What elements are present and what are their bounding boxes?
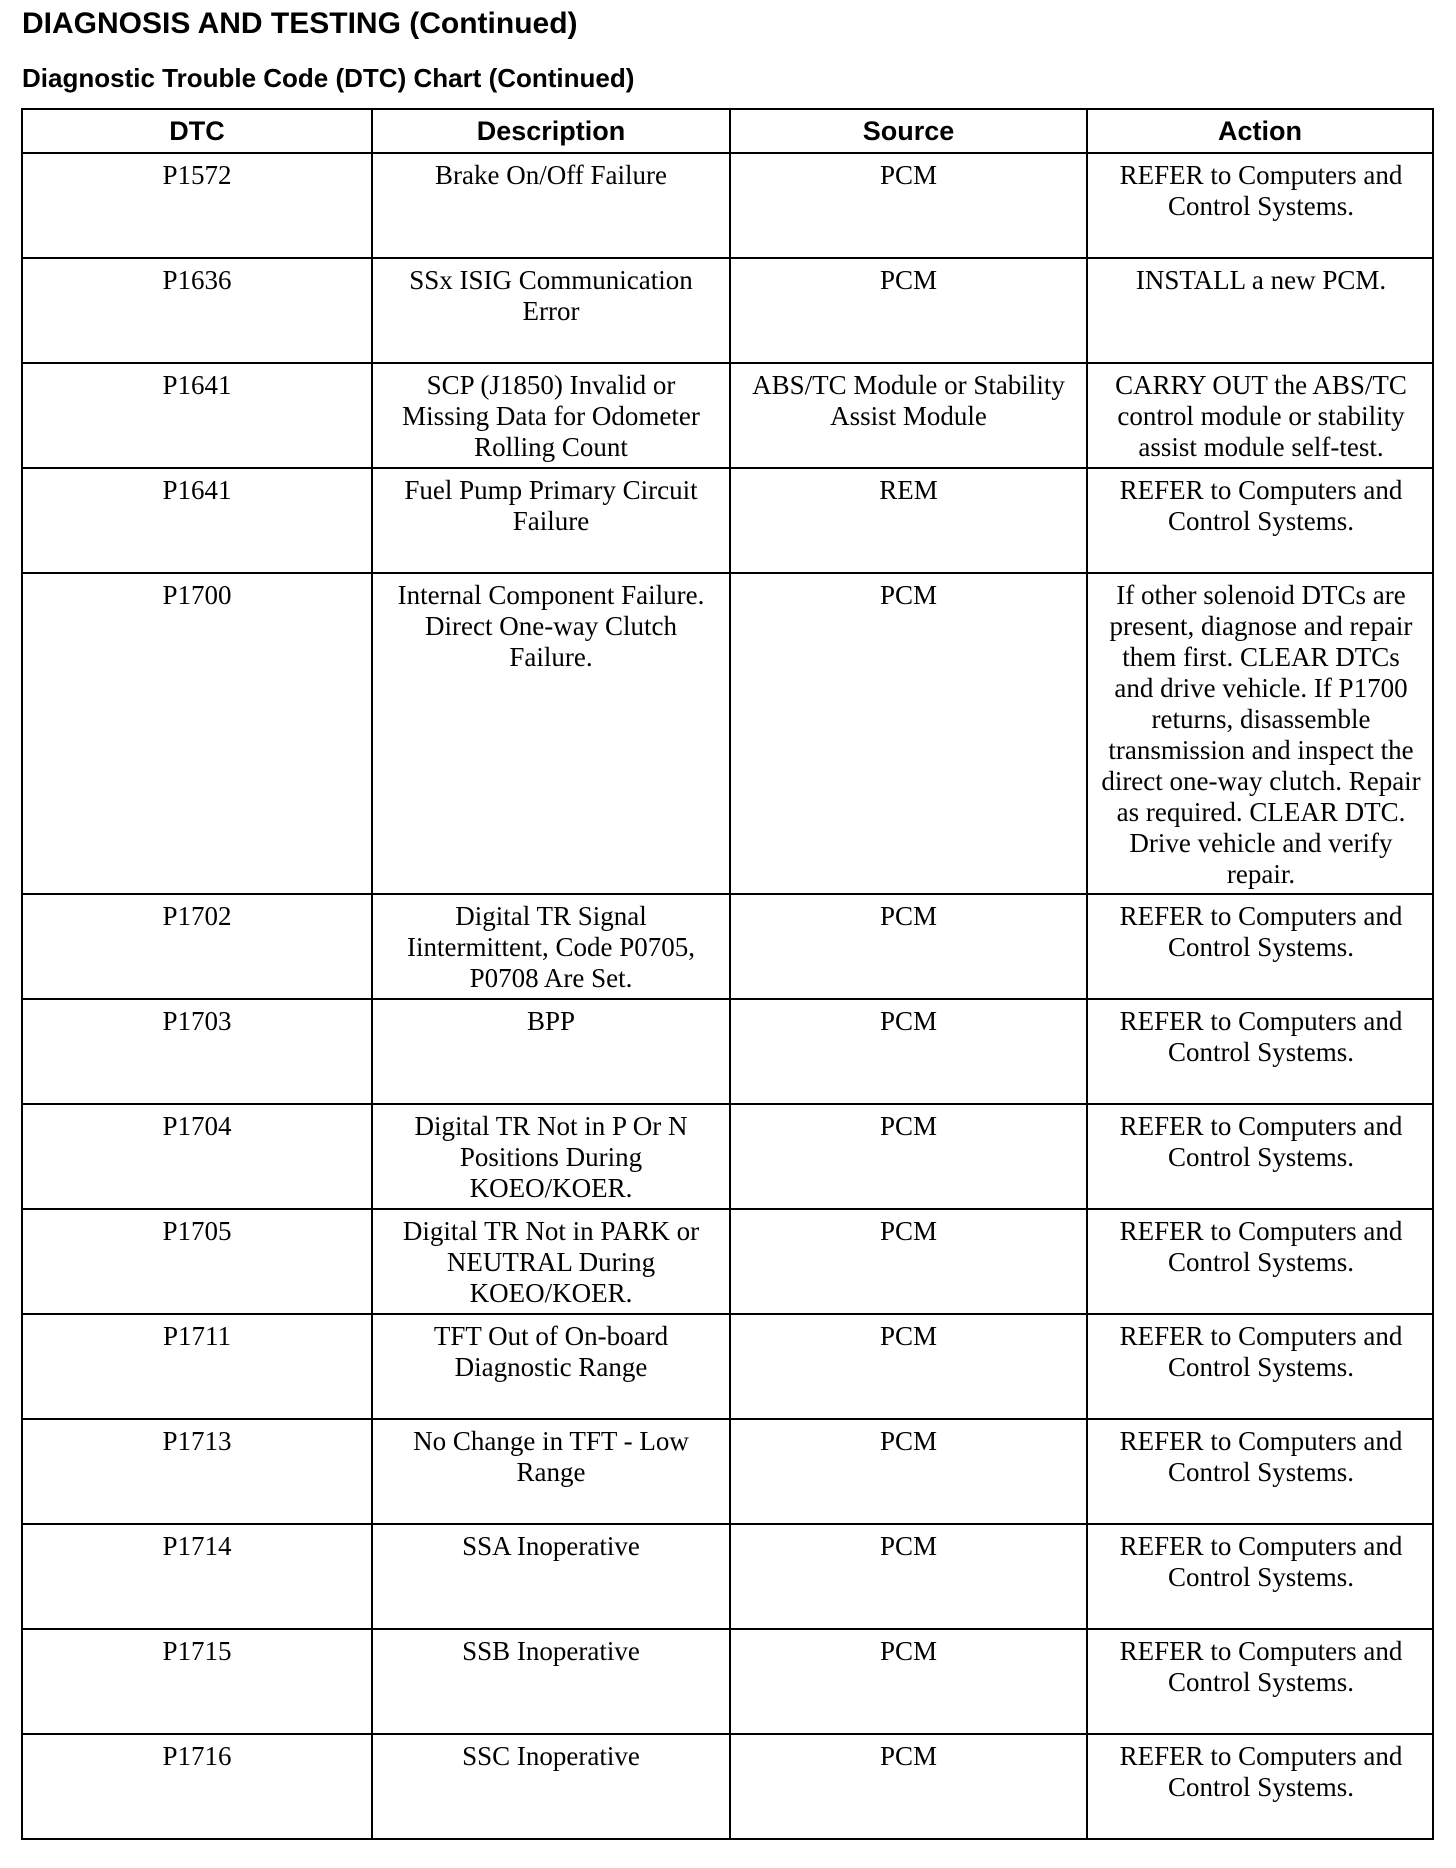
table-row [22, 894, 1433, 999]
description-cell [372, 1734, 730, 1839]
dtc-code: P1704 [162, 1111, 232, 1141]
description-text: SSC Inoperative [462, 1741, 640, 1771]
description-text: Digital TR Signal Iintermittent, Code P0705, P0708 Are Set. [407, 901, 695, 993]
dtc-code: P1572 [162, 160, 232, 190]
description-cell [372, 258, 730, 363]
dtc-code: P1702 [162, 901, 232, 931]
table-row [22, 573, 1433, 894]
table-row [22, 1209, 1433, 1314]
action-cell [1087, 894, 1433, 999]
dtc-code: P1641 [162, 370, 232, 400]
description-text: TFT Out of On-board Diagnostic Range [433, 1321, 669, 1382]
source-text: PCM [879, 1636, 938, 1666]
description-cell [372, 1209, 730, 1314]
action-cell [1087, 1419, 1433, 1524]
table-row [22, 1629, 1433, 1734]
source-text: REM [879, 475, 938, 505]
action-cell [1087, 153, 1433, 258]
source-text: PCM [879, 265, 938, 295]
description-text: SSx ISIG Communication Error [409, 265, 693, 326]
action-text: INSTALL a new PCM. [1135, 265, 1387, 295]
dtc-cell [22, 573, 372, 894]
description-text: Internal Component Failure. Direct One-way Clutch Failure. [397, 580, 705, 672]
dtc-code: P1711 [162, 1321, 231, 1351]
description-cell [372, 153, 730, 258]
dtc-code: P1715 [162, 1636, 232, 1666]
source-text: PCM [879, 1321, 938, 1351]
source-cell [730, 1734, 1087, 1839]
source-cell [730, 1524, 1087, 1629]
action-cell [1087, 1209, 1433, 1314]
source-cell [730, 999, 1087, 1104]
source-cell [730, 258, 1087, 363]
dtc-cell [22, 363, 372, 468]
action-text: REFER to Computers and Control Systems. [1119, 1636, 1403, 1697]
dtc-code: P1641 [162, 475, 232, 505]
description-cell [372, 1629, 730, 1734]
source-cell [730, 468, 1087, 573]
source-text: PCM [879, 1216, 938, 1246]
action-text: REFER to Computers and Control Systems. [1119, 1531, 1403, 1592]
action-text: REFER to Computers and Control Systems. [1119, 160, 1403, 221]
dtc-code: P1700 [162, 580, 232, 610]
description-text: BPP [526, 1006, 576, 1036]
action-text: REFER to Computers and Control Systems. [1119, 901, 1403, 962]
source-text: PCM [879, 1531, 938, 1561]
action-cell [1087, 1734, 1433, 1839]
table-header [22, 109, 1433, 153]
dtc-cell [22, 1209, 372, 1314]
action-cell [1087, 258, 1433, 363]
header-row [22, 109, 1433, 153]
dtc-table [21, 108, 1434, 1840]
table-row [22, 153, 1433, 258]
source-cell [730, 363, 1087, 468]
dtc-code: P1714 [162, 1531, 232, 1561]
source-text: PCM [879, 1426, 938, 1456]
dtc-cell [22, 894, 372, 999]
column-header-description: Description [372, 109, 730, 153]
action-cell [1087, 999, 1433, 1104]
action-text: If other solenoid DTCs are present, diagnose and repair them first. CLEAR DTCs and drive vehicle. If P1700 returns, disassemble transmission and inspect the direct one-way clutch. Repair as required. CLEAR DTC. Drive vehicle and verify repair. [1101, 580, 1421, 889]
page-title: DIAGNOSIS AND TESTING (Continued) [22, 7, 578, 40]
action-cell [1087, 1629, 1433, 1734]
action-text: REFER to Computers and Control Systems. [1119, 1111, 1403, 1172]
dtc-cell [22, 1419, 372, 1524]
action-cell [1087, 1524, 1433, 1629]
action-text: REFER to Computers and Control Systems. [1119, 1426, 1403, 1487]
description-text: Digital TR Not in P Or N Positions During KOEO/KOER. [414, 1111, 688, 1203]
dtc-cell [22, 1314, 372, 1419]
action-cell [1087, 468, 1433, 573]
table-row [22, 1734, 1433, 1839]
source-text: PCM [879, 901, 938, 931]
description-cell [372, 1419, 730, 1524]
source-cell [730, 1104, 1087, 1209]
table-row [22, 1524, 1433, 1629]
table-body [22, 153, 1433, 1839]
dtc-cell [22, 999, 372, 1104]
source-text: PCM [879, 1741, 938, 1771]
action-text: REFER to Computers and Control Systems. [1119, 1741, 1403, 1802]
description-cell [372, 1104, 730, 1209]
table-row [22, 1314, 1433, 1419]
description-cell [372, 468, 730, 573]
description-text: Fuel Pump Primary Circuit Failure [404, 475, 698, 536]
table-row [22, 468, 1433, 573]
dtc-cell [22, 1734, 372, 1839]
action-cell [1087, 1314, 1433, 1419]
description-text: Brake On/Off Failure [435, 160, 667, 190]
action-cell [1087, 363, 1433, 468]
action-text: CARRY OUT the ABS/TC control module or stability assist module self-test. [1115, 370, 1407, 462]
dtc-code: P1713 [162, 1426, 232, 1456]
source-text: PCM [879, 1006, 938, 1036]
action-text: REFER to Computers and Control Systems. [1119, 1006, 1403, 1067]
description-cell [372, 1524, 730, 1629]
dtc-cell [22, 1524, 372, 1629]
dtc-code: P1636 [162, 265, 232, 295]
dtc-cell [22, 153, 372, 258]
dtc-code: P1716 [162, 1741, 232, 1771]
source-cell [730, 153, 1087, 258]
dtc-code: P1705 [162, 1216, 232, 1246]
description-text: SSA Inoperative [462, 1531, 640, 1561]
description-text: No Change in TFT - Low Range [413, 1426, 689, 1487]
source-cell [730, 1314, 1087, 1419]
column-header-dtc: DTC [22, 109, 372, 153]
description-cell [372, 999, 730, 1104]
action-cell [1087, 573, 1433, 894]
action-text: REFER to Computers and Control Systems. [1119, 475, 1403, 536]
table-row [22, 1104, 1433, 1209]
table-row [22, 258, 1433, 363]
description-text: SCP (J1850) Invalid or Missing Data for Odometer Rolling Count [402, 370, 700, 462]
table-row [22, 363, 1433, 468]
action-cell [1087, 1104, 1433, 1209]
description-cell [372, 894, 730, 999]
column-header-source: Source [730, 109, 1087, 153]
chart-title: Diagnostic Trouble Code (DTC) Chart (Continued) [22, 63, 635, 93]
table-row [22, 1419, 1433, 1524]
dtc-cell [22, 258, 372, 363]
source-text: PCM [879, 160, 938, 190]
source-cell [730, 894, 1087, 999]
dtc-cell [22, 1104, 372, 1209]
description-cell [372, 1314, 730, 1419]
source-text: PCM [879, 580, 938, 610]
dtc-cell [22, 1629, 372, 1734]
column-header-action: Action [1087, 109, 1433, 153]
description-text: Digital TR Not in PARK or NEUTRAL During KOEO/KOER. [402, 1216, 700, 1308]
source-cell [730, 1629, 1087, 1734]
dtc-cell [22, 468, 372, 573]
description-text: SSB Inoperative [462, 1636, 640, 1666]
description-cell [372, 573, 730, 894]
table-row [22, 999, 1433, 1104]
action-text: REFER to Computers and Control Systems. [1119, 1321, 1403, 1382]
source-text: PCM [879, 1111, 938, 1141]
action-text: REFER to Computers and Control Systems. [1119, 1216, 1403, 1277]
source-text: ABS/TC Module or Stability Assist Module [752, 370, 1065, 431]
dtc-code: P1703 [162, 1006, 232, 1036]
source-cell [730, 1419, 1087, 1524]
source-cell [730, 1209, 1087, 1314]
source-cell [730, 573, 1087, 894]
description-cell [372, 363, 730, 468]
